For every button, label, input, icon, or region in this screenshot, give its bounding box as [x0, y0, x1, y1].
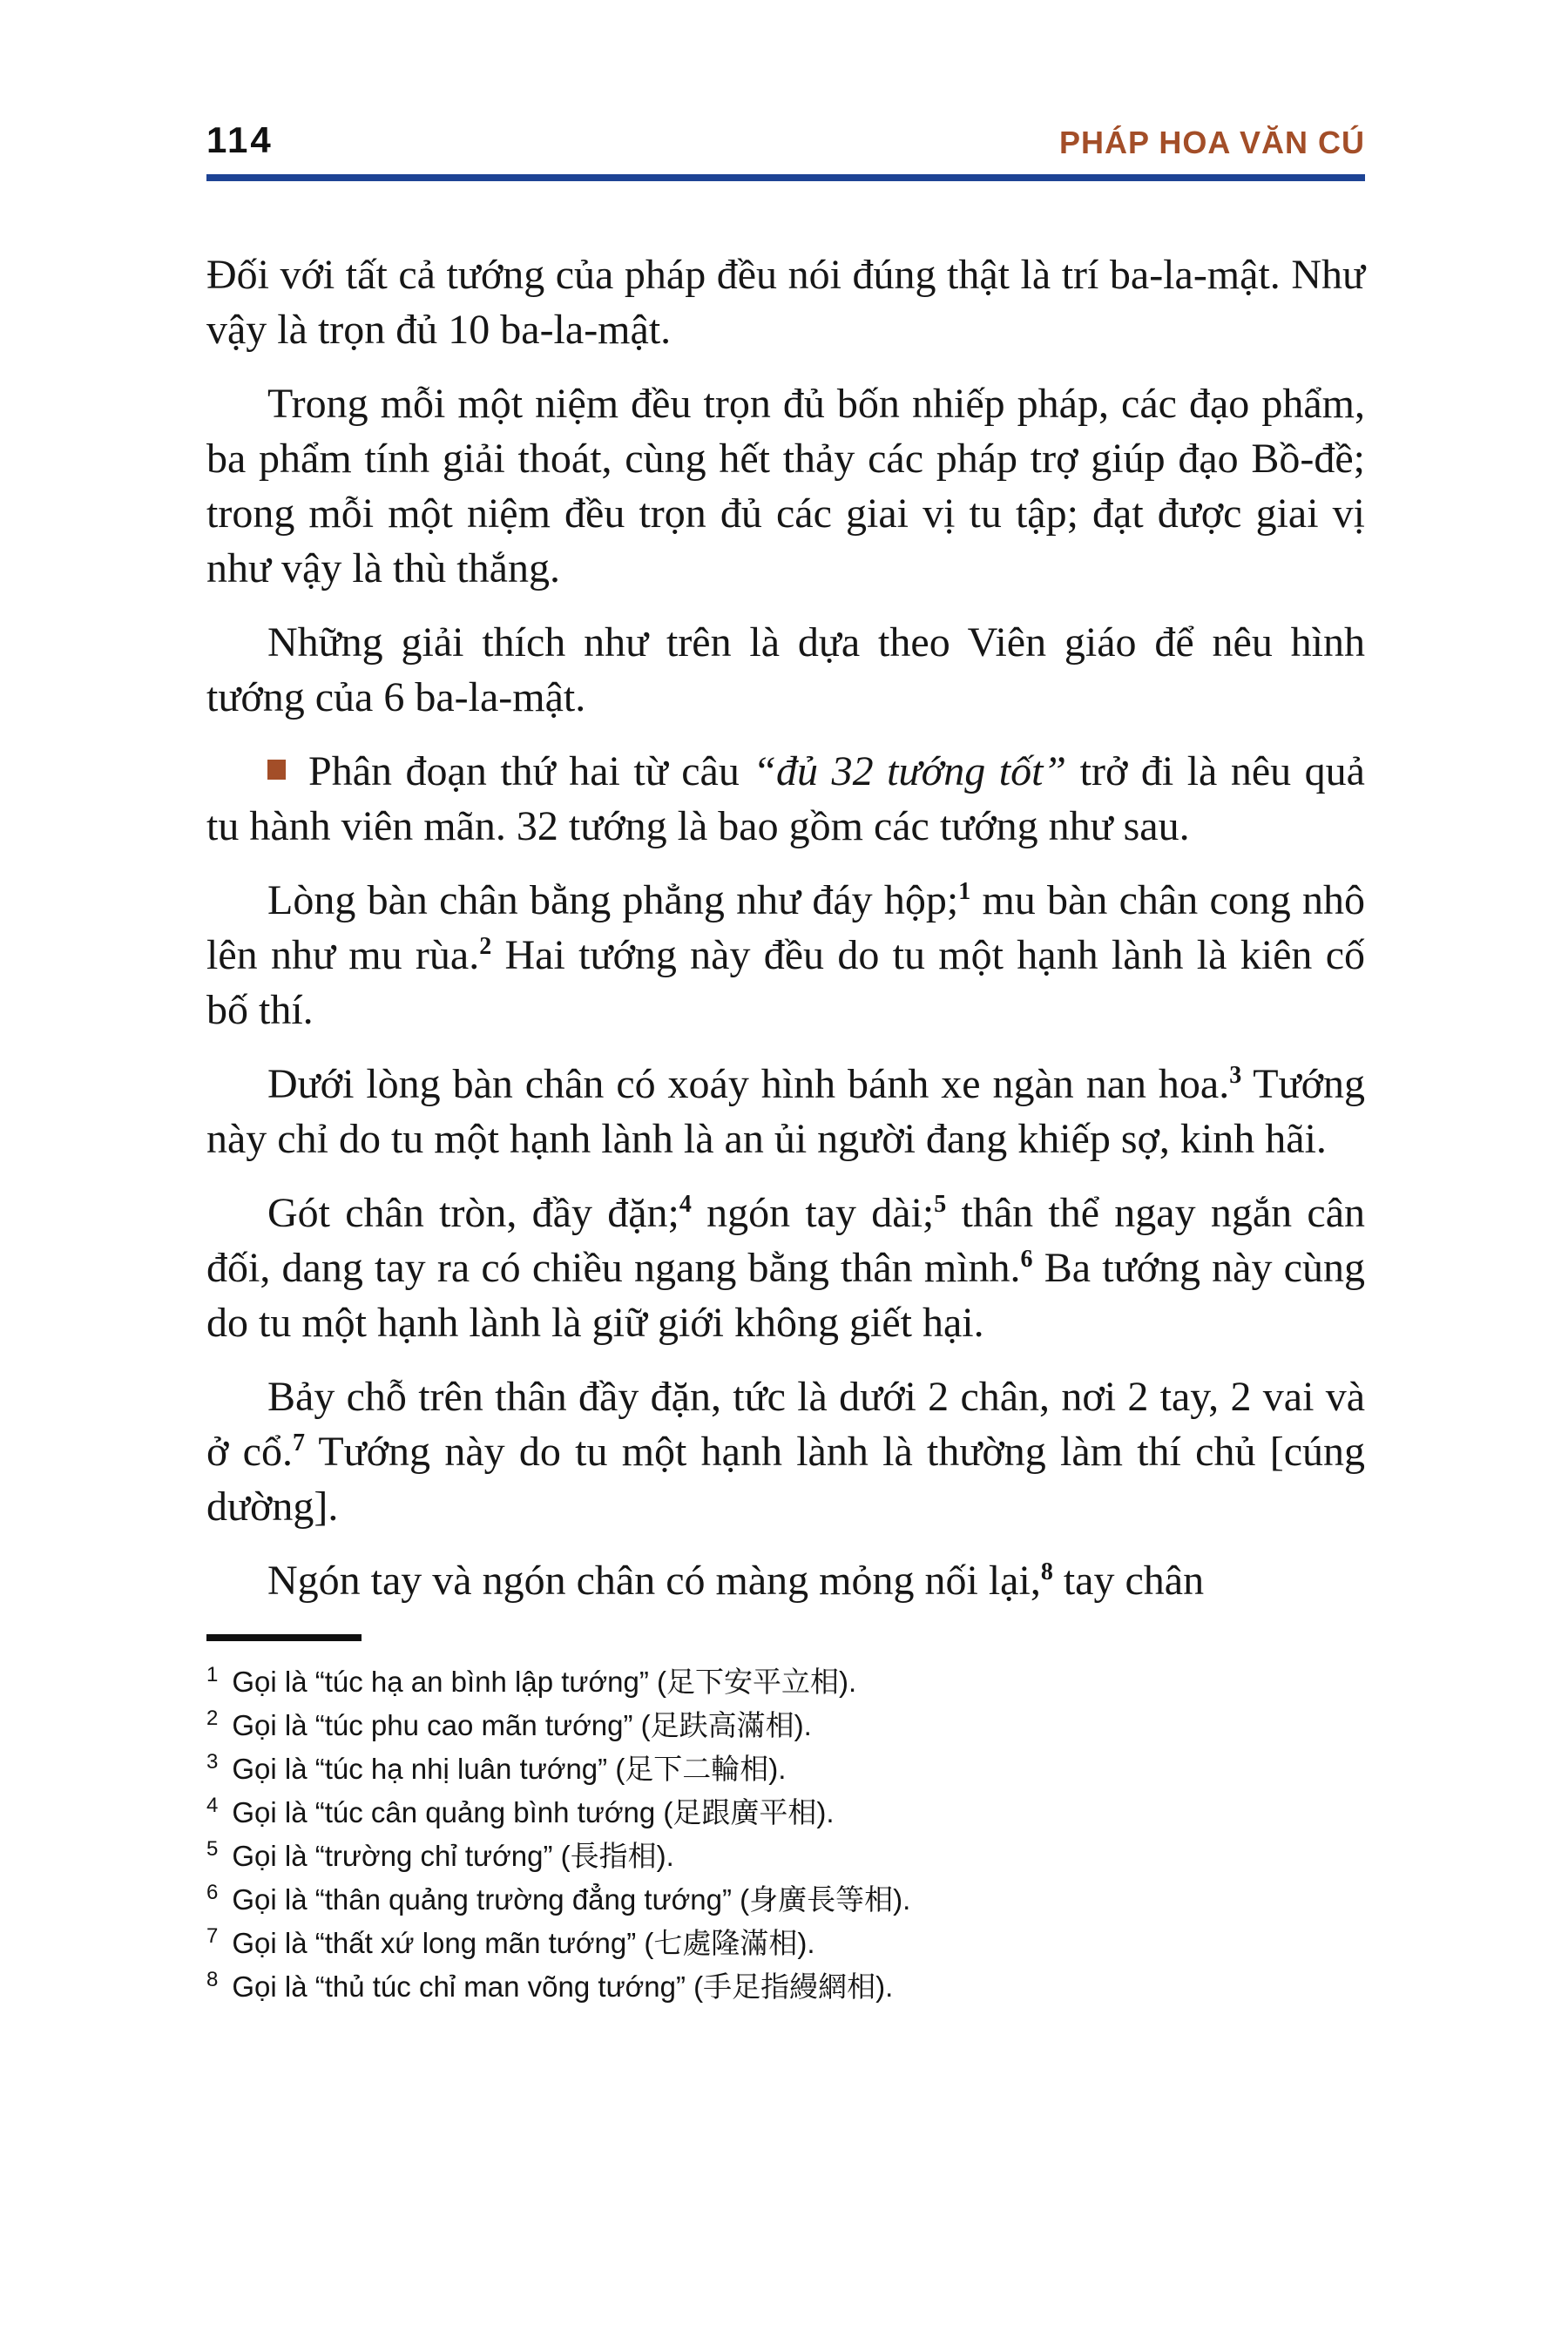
text-run: Bảy chỗ trên thân đầy đặn, tức là dưới 2 chân, nơi 2 tay, 2 vai và ở cổ. [206, 1374, 1365, 1475]
footnote-text: Gọi là “thân quảng trường đẳng tướng” (身廣長等相). [232, 1883, 911, 1916]
page-content [206, 0, 1365, 2009]
footnote-text: Gọi là “túc cân quảng bình tướng (足跟廣平相). [232, 1796, 835, 1828]
text-run: thân thể ngay ngắn cân đối, dang tay ra có chiều ngang bằng thân mình. [206, 1190, 1365, 1291]
footnote-item: 8 Gọi là “thủ túc chỉ man võng tướng” (手足指縵網相). [206, 1968, 894, 2003]
text-run: tay chân [1052, 1558, 1205, 1604]
footnote-text: Gọi là “túc hạ nhị luân tướng” (足下二輪相). [232, 1753, 787, 1785]
footnote-text: Gọi là “thủ túc chỉ man võng tướng” (手足指縵網相). [232, 1970, 894, 2003]
footnote-item: 4 Gọi là “túc cân quảng bình tướng (足跟廣平相). [206, 1794, 835, 1828]
paragraph [206, 1057, 1365, 1166]
footnote-text: Gọi là “thất xứ long mãn tướng” (七處隆滿相). [232, 1927, 815, 1959]
footnote-reference: 8 [1040, 1558, 1053, 1585]
footnote-reference: 5 [934, 1191, 947, 1218]
footnote-reference: 1 [958, 878, 971, 905]
running-title: PHÁP HOA VĂN CÚ [1058, 125, 1365, 160]
body-paragraphs [206, 247, 1365, 1608]
text-run: Những giải thích như trên là dựa theo Viên giáo để nêu hình tướng của 6 ba-la-mật. [206, 619, 1365, 720]
text-run: Lòng bàn chân bằng phẳng như đáy hộp; [267, 877, 959, 923]
paragraph [206, 873, 1365, 1037]
paragraph [206, 247, 1365, 357]
footnote-list [206, 1660, 1365, 2009]
italic-text: “đủ 32 tướng tốt” [753, 748, 1067, 794]
footnote-item: 3 Gọi là “túc hạ nhị luân tướng” (足下二輪相). [206, 1750, 787, 1785]
footnote-item: 7 Gọi là “thất xứ long mãn tướng” (七處隆滿相). [206, 1924, 815, 1959]
text-run: ngón tay dài; [691, 1190, 935, 1236]
text-run: Tướng này do tu một hạnh lành là thường làm thí chủ [cúng dường]. [206, 1429, 1366, 1530]
text-run: Trong mỗi một niệm đều trọn đủ bốn nhiếp pháp, các đạo phẩm, ba phẩm tính giải thoát, cùng hết thảy các pháp trợ giúp đạo Bồ-đề; trong mỗi một niệm đều trọn đủ các giai vị tu tập; đạt được giai vị như vậy là thù thắng. [206, 381, 1365, 591]
paragraph [206, 615, 1365, 725]
footnote-separator-rule [206, 1634, 362, 1641]
page-header [206, 0, 1365, 159]
paragraph [206, 1553, 1365, 1608]
footnote-reference: 2 [479, 933, 492, 960]
footnote-reference: 3 [1229, 1062, 1242, 1089]
text-run: Tướng này chỉ do tu một hạnh lành là an ủi người đang khiếp sợ, kinh hãi. [206, 1061, 1365, 1162]
footnote-text: Gọi là “trường chỉ tướng” (長指相). [232, 1840, 674, 1872]
footnote-item: 5 Gọi là “trường chỉ tướng” (長指相). [206, 1837, 674, 1872]
footnote-reference: 4 [679, 1191, 692, 1218]
bullet-square-icon [267, 760, 286, 780]
footnote-reference: 6 [1020, 1246, 1033, 1273]
text-run: Gót chân tròn, đầy đặn; [267, 1190, 679, 1236]
text-run: Ngón tay và ngón chân có màng mỏng nối lại, [267, 1558, 1041, 1604]
paragraph [206, 1369, 1365, 1534]
footnote-reference: 7 [292, 1429, 305, 1456]
footnote-text: Gọi là “túc phu cao mãn tướng” (足趺高滿相). [232, 1709, 812, 1741]
text-run: Phân đoạn thứ hai từ câu [308, 748, 754, 794]
text-run: trở đi là nêu quả tu hành viên mãn. 32 tướng là bao gồm các tướng như sau. [206, 748, 1365, 849]
text-run: Đối với tất cả tướng của pháp đều nói đúng thật là trí ba-la-mật. Như vậy là trọn đủ 10 ba-la-mật. [206, 252, 1365, 353]
footnote-item: 1 Gọi là “túc hạ an bình lập tướng” (足下安平立相). [206, 1663, 857, 1698]
paragraph [206, 1186, 1365, 1350]
paragraph [206, 376, 1365, 596]
text-run: mu bàn chân cong nhô lên như mu rùa. [206, 877, 1365, 978]
footnote-text: Gọi là “túc hạ an bình lập tướng” (足下安平立相). [232, 1666, 857, 1698]
footnote-item: 6 Gọi là “thân quảng trường đẳng tướng” (身廣長等相). [206, 1881, 911, 1916]
paragraph [206, 744, 1365, 854]
text-run: Hai tướng này đều do tu một hạnh lành là kiên cố bố thí. [206, 932, 1365, 1033]
text-run: Dưới lòng bàn chân có xoáy hình bánh xe ngàn nan hoa. [267, 1061, 1230, 1107]
page-number: 114 [206, 119, 274, 160]
text-run: Ba tướng này cùng do tu một hạnh lành là giữ giới không giết hại. [206, 1245, 1365, 1346]
header-rule [206, 174, 1365, 181]
footnote-item: 2 Gọi là “túc phu cao mãn tướng” (足趺高滿相). [206, 1707, 812, 1741]
